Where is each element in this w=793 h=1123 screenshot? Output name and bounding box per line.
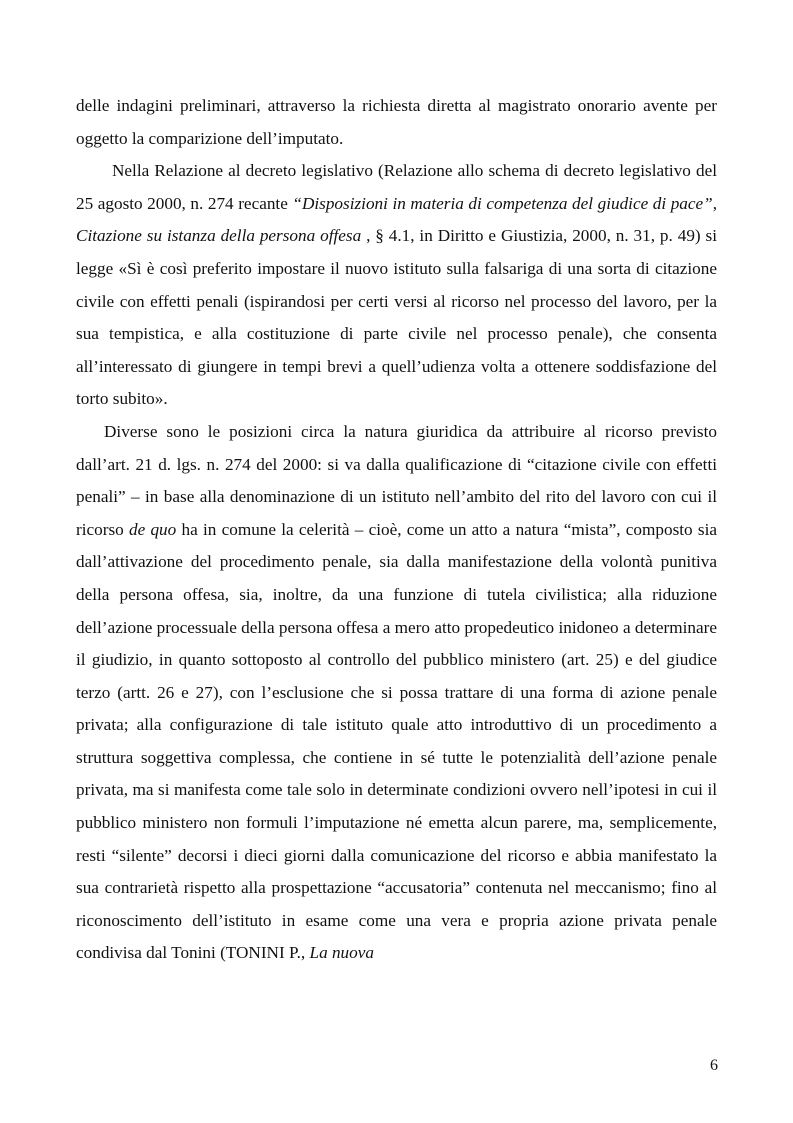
paragraph-3-italic-de-quo: de quo (128, 519, 177, 539)
paragraph-1-text: delle indagini preliminari, attraverso la richiesta diretta al magistrato onorario avente per oggetto la comparizione dell’imputato. (76, 96, 717, 148)
paragraph-2-italic-citation: Citazione su istanza della persona offesa (76, 226, 362, 246)
paragraph-2 (76, 155, 717, 416)
paragraph-3-run-1: Diverse sono le posizioni circa la natura giuridica da attribuire al ricorso previsto dall’art. 21 d. lgs. n. 274 del 2000: si va dalla qualificazione di “citazione civile con effetti penali” – in base alla denominazione di un istituto nell’ambito del rito del lavoro con cui il ricorso (76, 421, 717, 539)
paragraph-1 (76, 90, 717, 155)
paragraph-2-run-1: Nella Relazione al decreto legislativo (Relazione allo schema di decreto legislativo del 25 agosto 2000, n. 274 recante (76, 161, 717, 213)
paragraph-3 (76, 416, 717, 970)
paragraph-2-run-3: , (712, 193, 717, 213)
paragraph-3-italic-la-nuova: La nuova (309, 943, 374, 963)
paragraph-2-italic-title: “Disposizioni in materia di competenza del giudice di pace” (292, 193, 713, 213)
paragraph-2-run-5: , § 4.1, in Diritto e Giustizia, 2000, n. 31, p. 49) si legge «Sì è così preferito impostare il nuovo istituto sulla falsariga di una sorta di citazione civile con effetti penali (ispirandosi per certi versi al ricorso nel processo del lavoro, per la sua tempistica, e alla costituzione di parte civile nel processo penale), che consenta all’interessato di giungere in tempi brevi a quell’udienza volta a ottenere soddisfazione del torto subito». (76, 226, 717, 409)
page-number: 6 (710, 1057, 718, 1074)
paragraph-3-run-3: ha in comune la celerità – cioè, come un atto a natura “mista”, composto sia dall’attivazione del procedimento penale, sia dalla manifestazione della volontà punitiva della persona offesa, sia, inoltre, da una funzione di tutela civilistica; alla riduzione dell’azione processuale della persona offesa a mero atto propedeutico inidoneo a determinare il giudizio, in quanto sottoposto al controllo del pubblico ministero (art. 25) e del giudice terzo (artt. 26 e 27), con l’esclusione che si possa trattare di una forma di azione penale privata; alla configurazione di tale istituto quale atto introduttivo di un procedimento a struttura soggettiva complessa, che contiene in sé tutte le potenzialità dell’azione penale privata, ma si manifesta come tale solo in determinate condizioni ovvero nell’ipotesi in cui il pubblico ministero non formuli l’imputazione né emetta alcun parere, ma, semplicemente, resti “silente” decorsi i dieci giorni dalla comunicazione del ricorso e abbia manifestato la sua contrarietà rispetto alla prospettazione “accusatoria” contenuta nel meccanismo; fino al riconoscimento dell’istituto in esame come una vera e propria azione privata penale condivisa dal Tonini (TONINI P., (76, 519, 717, 963)
body-text (76, 90, 717, 970)
